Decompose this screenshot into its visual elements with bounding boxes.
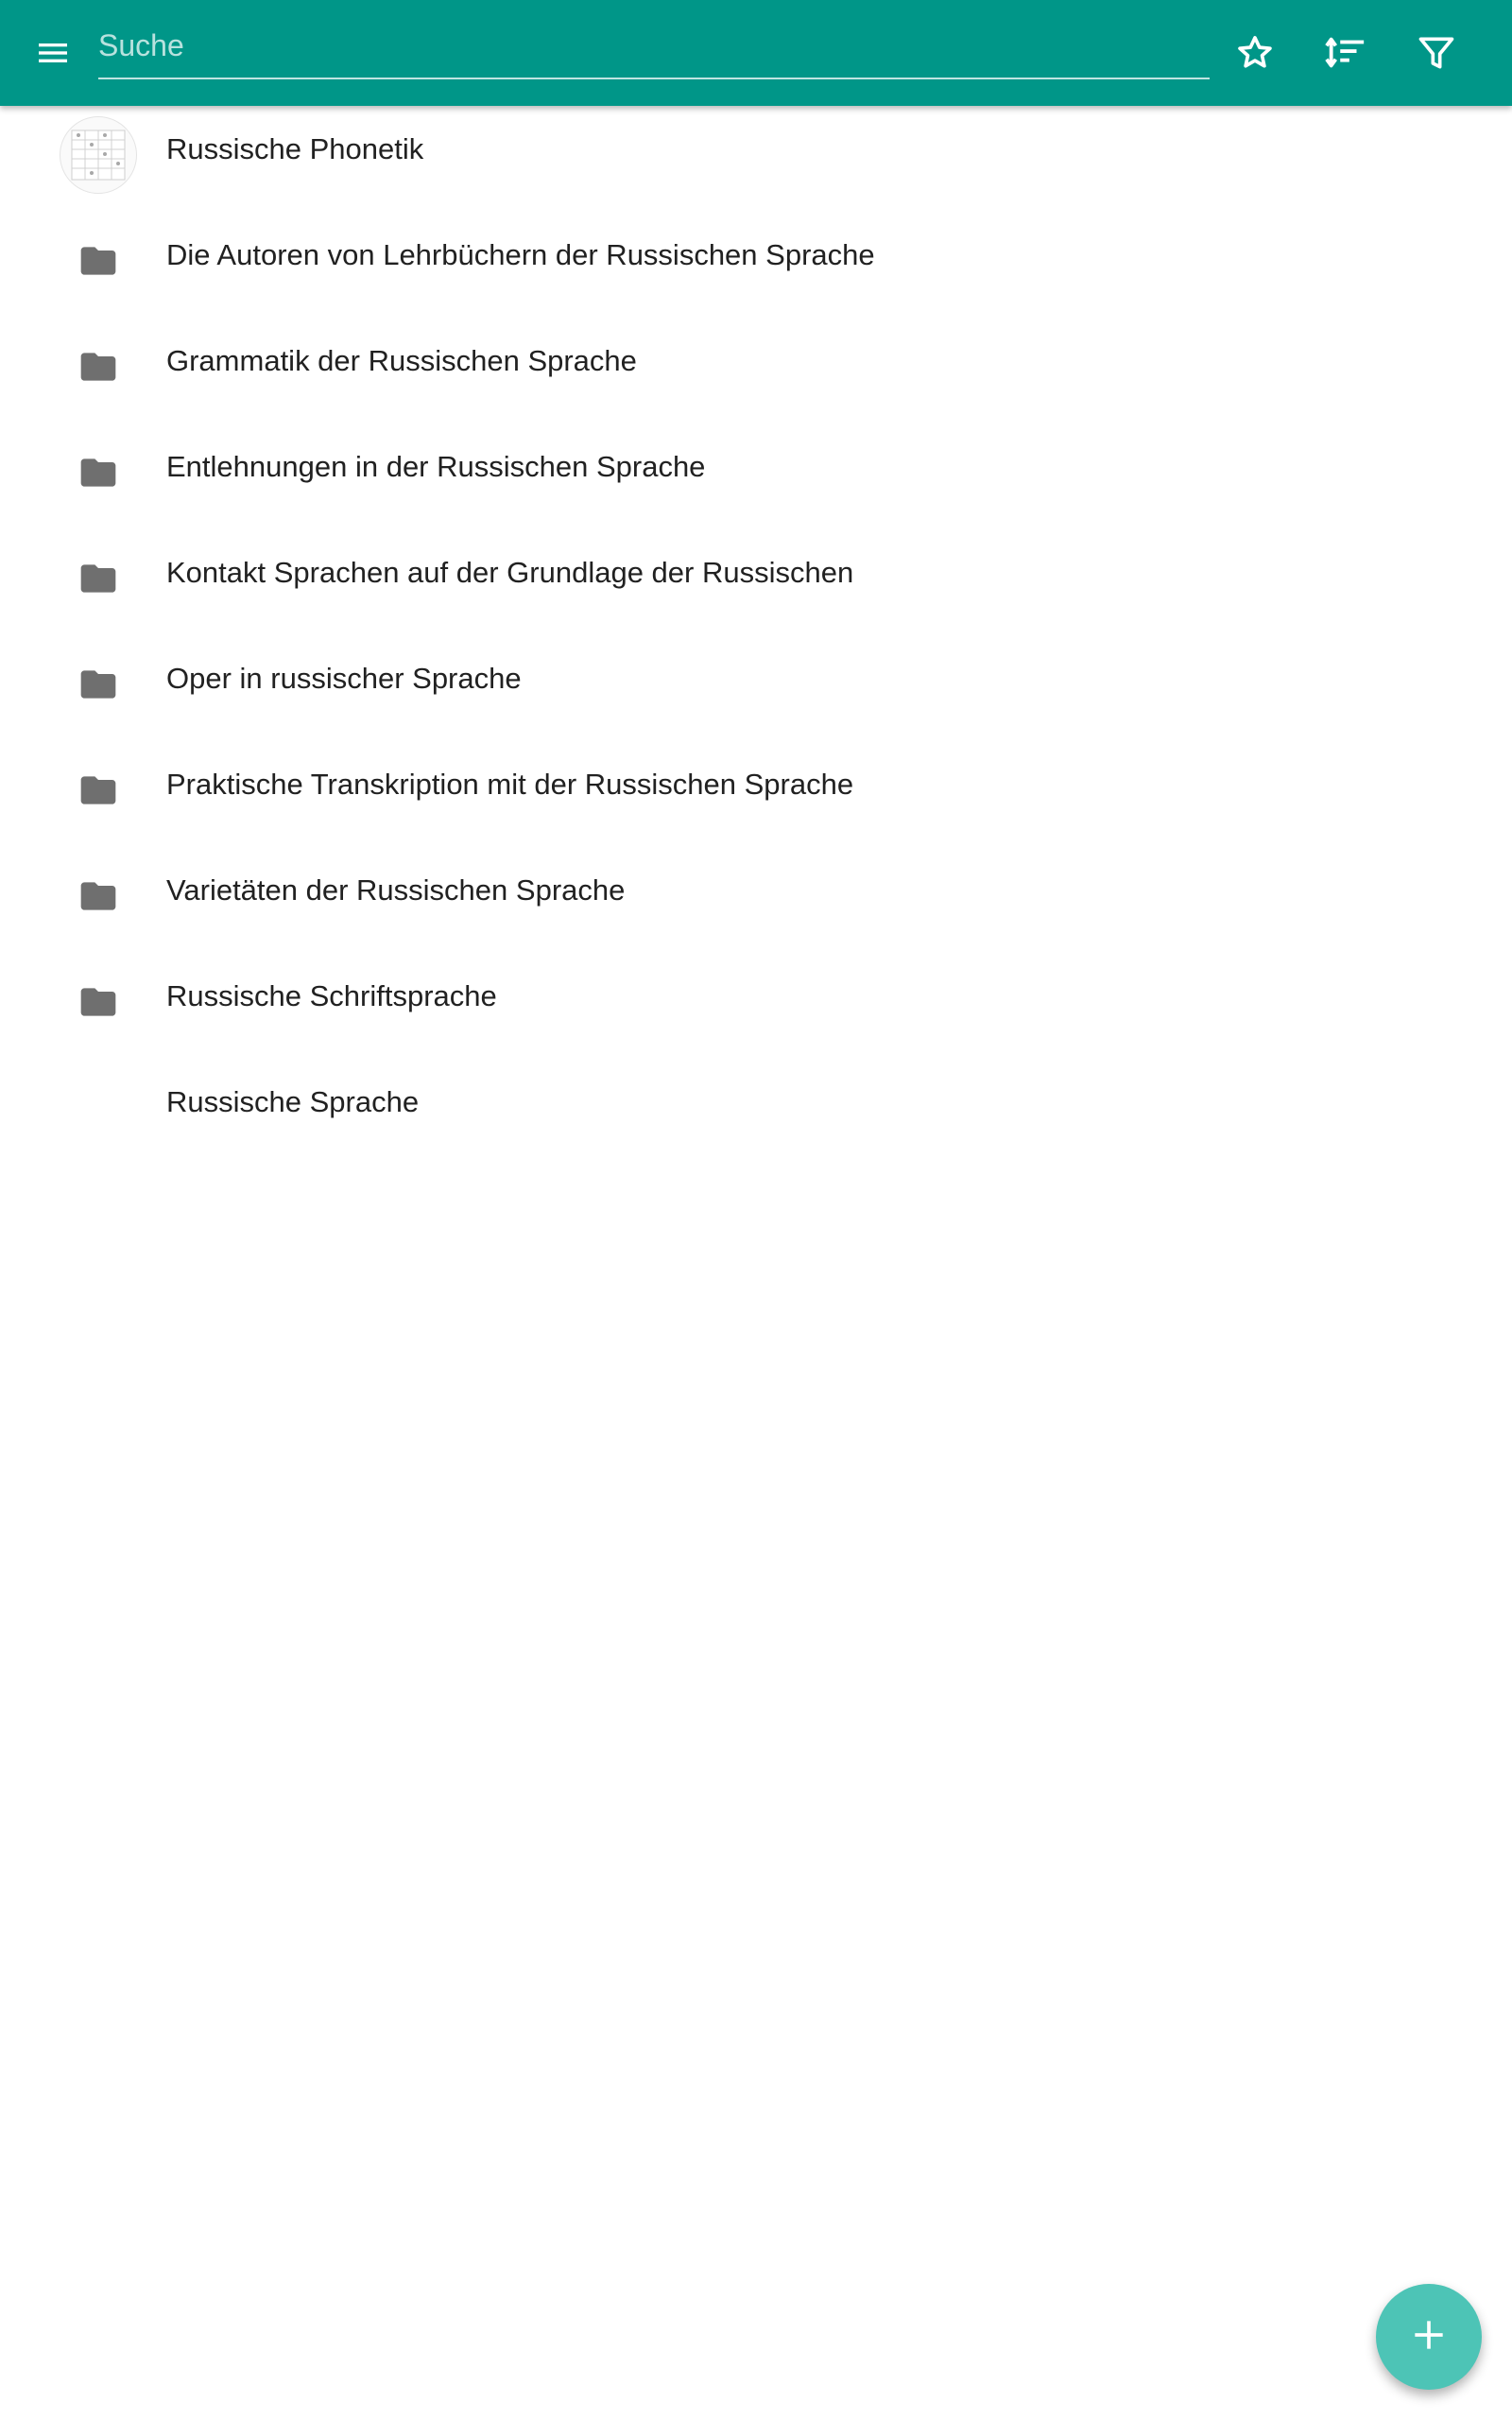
list-item-label: Russische Schriftsprache [166, 979, 497, 1012]
sort-icon [1324, 31, 1367, 75]
article-thumbnail-icon [59, 115, 138, 195]
top-app-bar [0, 0, 1512, 106]
folder-icon [59, 327, 138, 406]
list-item[interactable] [0, 1049, 1512, 1155]
list-item-label: Russische Sprache [166, 1085, 420, 1118]
list-item-label: Oper in russischer Sprache [166, 662, 522, 695]
hamburger-menu-icon [34, 34, 72, 72]
search-input[interactable] [98, 19, 1210, 72]
folder-icon [59, 645, 138, 724]
folder-icon [59, 962, 138, 1042]
favorites-button[interactable] [1219, 17, 1291, 89]
list-item[interactable] [0, 520, 1512, 626]
search-field [98, 19, 1210, 79]
filter-icon [1416, 32, 1457, 74]
list-item[interactable] [0, 96, 1512, 202]
add-fab-button[interactable] [1376, 2284, 1482, 2390]
sort-button[interactable] [1310, 17, 1382, 89]
list-item[interactable] [0, 202, 1512, 308]
filter-button[interactable] [1400, 17, 1472, 89]
list-item-label: Kontakt Sprachen auf der Grundlage der Russischen [166, 556, 854, 589]
folder-icon [59, 539, 138, 618]
folder-icon [59, 433, 138, 512]
list-item[interactable] [0, 414, 1512, 520]
list-item-label: Grammatik der Russischen Sprache [166, 344, 637, 377]
list-item[interactable] [0, 308, 1512, 414]
list-item[interactable] [0, 943, 1512, 1049]
list-item-label: Russische Phonetik [166, 132, 424, 165]
list-item-label: Varietäten der Russischen Sprache [166, 873, 626, 907]
list-item-label: Die Autoren von Lehrbüchern der Russischen Sprache [166, 238, 875, 271]
folder-icon [59, 856, 138, 936]
menu-button[interactable] [17, 17, 89, 89]
category-list [0, 96, 1512, 1155]
list-item[interactable] [0, 732, 1512, 838]
plus-icon [1408, 2314, 1450, 2360]
star-outline-icon [1234, 32, 1276, 74]
folder-icon [59, 221, 138, 301]
folder-icon [59, 751, 138, 830]
list-item-label: Praktische Transkription mit der Russischen Sprache [166, 768, 854, 801]
list-item[interactable] [0, 838, 1512, 943]
list-item-label: Entlehnungen in der Russischen Sprache [166, 450, 706, 483]
list-item[interactable] [0, 626, 1512, 732]
